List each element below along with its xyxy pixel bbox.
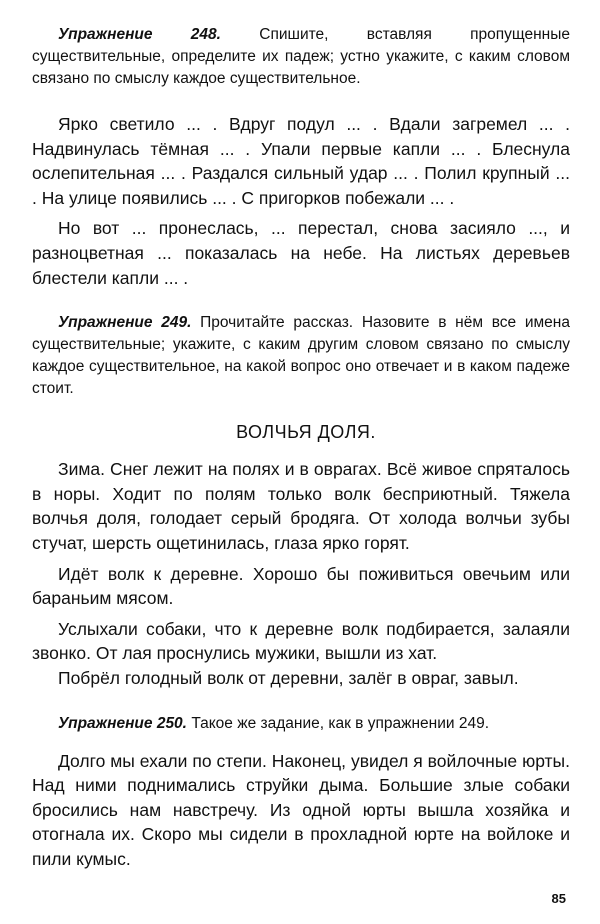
- story-paragraph-3: Услыхали собаки, что к деревне волк подбирается, залаяли звонко. От лая проснулись мужики, вышли из хат.: [32, 618, 570, 664]
- page-number: 85: [551, 891, 566, 906]
- exercise-249-task: [32, 312, 570, 400]
- exercise-248-instructions: Спишите, вставляя пропущенные существительные, определите их падеж; устно укажите, с каким словом связано по смыслу каждое существительное.: [32, 26, 570, 87]
- story-paragraph-2: Идёт волк к деревне. Хорошо бы поживиться овечьим или бараньим мясом.: [32, 563, 570, 609]
- story-paragraph-1: Зима. Снег лежит на полях и в оврагах. Всё живое спряталось в норы. Ходит по полям только волк бесприютный. Тяжела волчья доля, голодает серый бродяга. От холода волчьи зубы стучат, шерсть ощетинилась, глаза ярко горят.: [32, 459, 570, 553]
- exercise-250-instructions: Такое же задание, как в упражнении 249.: [191, 714, 489, 732]
- exercise-249: [32, 312, 570, 690]
- exercise-250-task: [32, 713, 570, 735]
- story-title: ВОЛЧЬЯ ДОЛЯ.: [236, 422, 376, 443]
- story-paragraph-4: Побрёл голодный волк от деревни, залёг в овраг, завыл.: [58, 667, 519, 688]
- exercise-248-label: Упражнение 248.: [58, 26, 221, 43]
- exercise-250-label: Упражнение 250.: [58, 714, 187, 732]
- exercise-249-label: Упражнение 249.: [58, 314, 192, 332]
- exercise-248-paragraph-2: Но вот ... пронеслась, ... перестал, снова засияло ..., и разноцветная ... показалась на небе. На листьях деревьев блестели капли ... .: [32, 218, 570, 288]
- exercise-249-instructions: Прочитайте рассказ. Назовите в нём все имена существительные; укажите, с каким другим словом связано по смыслу каждое существительное, на какой вопрос оно отвечает и в каком падеже стоит.: [32, 314, 570, 398]
- exercise-248-task: [32, 24, 570, 90]
- exercise-248: [32, 24, 570, 290]
- exercise-250: [32, 713, 570, 872]
- exercise-248-paragraph-1: Ярко светило ... . Вдруг подул ... . Вдали загремел ... . Надвинулась тёмная ... . Упали первые капли ... . Блеснула ослепительная ... . Раздался сильный удар ... . Полил крупный ... . На улице появились ... . С пригорков побежали ... .: [32, 114, 570, 208]
- exercise-250-paragraph-1: Долго мы ехали по степи. Наконец, увидел я войлочные юрты. Над ними поднимались струйки дыма. Большие злые собаки бросились нам навстречу. Из одной юрты вышла хозяйка и отогнала их. Скоро мы сидели в прохладной юрте на войлоке и пили кумыс.: [32, 750, 570, 869]
